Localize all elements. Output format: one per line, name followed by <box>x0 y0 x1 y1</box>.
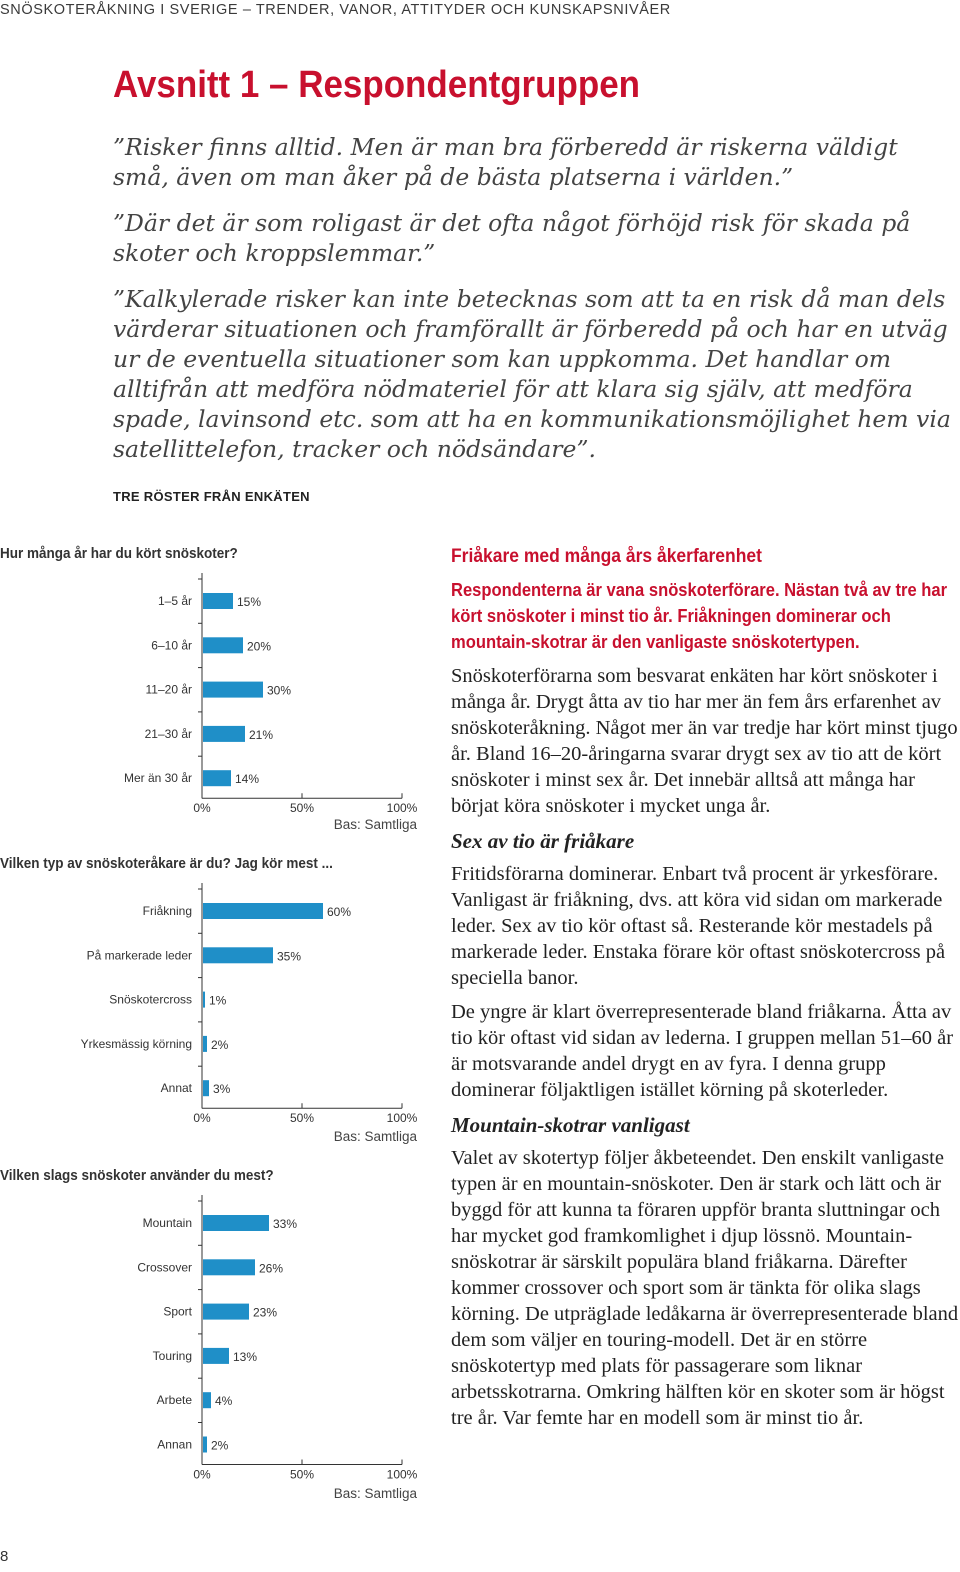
chart-value-label: 21% <box>249 727 274 742</box>
chart-category-label: Arbete <box>156 1393 192 1408</box>
chart-category-label: Friåkning <box>142 904 192 918</box>
chart-bar <box>203 1259 255 1275</box>
chart-snowmobile-type <box>0 1167 430 1507</box>
chart-value-label: 20% <box>247 639 272 654</box>
chart-category-label: 11–20 år <box>145 682 192 697</box>
chart-base-note: Bas: Samtliga <box>333 1486 417 1501</box>
chart-value-label: 23% <box>253 1305 278 1320</box>
chart-bar <box>203 1215 269 1231</box>
chart-title: Vilken typ av snöskoteråkare är du? Jag kör mest ... <box>0 855 333 872</box>
chart-x-tick-label: 50% <box>289 801 315 816</box>
chart-value-label: 3% <box>213 1082 231 1097</box>
chart-bar <box>203 1304 249 1320</box>
chart-rider-type <box>0 855 430 1147</box>
chart-bar <box>203 1348 229 1364</box>
article-body <box>451 663 960 1431</box>
quote-source-label: TRE RÖSTER FRÅN ENKÄTEN <box>113 489 310 504</box>
chart-category-label: Yrkesmässig körning <box>80 1036 192 1051</box>
article-paragraph: De yngre är klart överrepresenterade bland friåkarna. Åtta av tio kör oftast vid sidan av lederna. I gruppen mellan 51–60 år är motsvarande andel drygt en av fyra. I denna grupp dominerar följaktligen istället körning på skoterleder. <box>451 1001 954 1101</box>
chart-category-label: Mountain <box>142 1216 192 1230</box>
quote: ”Risker finns alltid. Men är man bra förberedd är riskerna väldigt små, även om man åker på de bästa platserna i världen.” <box>113 133 898 191</box>
chart-x-tick-label: 100% <box>386 801 418 816</box>
chart-bar <box>203 1036 207 1052</box>
chart-svg <box>0 855 430 1147</box>
chart-bar <box>203 1080 209 1096</box>
chart-category-label: 1–5 år <box>157 594 192 608</box>
chart-bar <box>203 637 243 653</box>
chart-x-tick-label: 0% <box>193 1467 211 1482</box>
chart-value-label: 15% <box>237 595 262 609</box>
chart-category-label: Crossover <box>137 1260 192 1275</box>
chart-title: Vilken slags snöskoter använder du mest? <box>0 1167 274 1184</box>
chart-category-label: Touring <box>152 1348 192 1363</box>
chart-svg <box>0 545 430 835</box>
article-subheading: Mountain-skotrar vanligast <box>451 1113 690 1137</box>
article-heading: Friåkare med många års åkerfarenhet <box>451 546 762 567</box>
chart-value-label: 33% <box>273 1217 298 1231</box>
chart-category-label: På markerade leder <box>86 948 192 963</box>
section-title: Avsnitt 1 – Respondentgruppen <box>113 64 641 106</box>
chart-years-driving <box>0 545 430 835</box>
article-paragraph: Fritidsförarna dominerar. Enbart två procent är yrkesförare. Vanligast är friåkning, dvs. att köra vid sidan om markerade leder. Sex av tio kör oftast så. Resterande kör mestadels på markerade leder. Enstaka förare kör oftast snöskotercross på speciella banor. <box>451 863 946 989</box>
chart-value-label: 4% <box>215 1394 233 1409</box>
chart-bar <box>203 903 323 919</box>
chart-value-label: 35% <box>277 949 302 964</box>
article-paragraph: Valet av skotertyp följer åkbeteendet. Den enskilt vanligaste typen är en mountain-snöskoter. Den är stark och lätt och är byggd för att kunna ta föraren uppför branta sluttningar och har mycket god framkomlighet i djup lössnö. Mountain-snöskotrar är särskilt populära bland friåkarna. Därefter kommer crossover och sport som är tänkta för olika slags körning. De utpräglade ledåkarna är överrepresenterade bland dem som väljer en touring-modell. Det är en större snöskotertyp med plats för passagerare som liknar arbetsskotrarna. Omkring hälften kör en skoter som är högst tre år. Var femte har en modell som är minst tio år. <box>451 1147 959 1429</box>
quote: ”Kalkylerade risker kan inte betecknas som att ta en risk då man dels värderar situationen och framförallt är förberedd på och har en utväg ur de eventuella situationer som kan uppkomma. Det handlar om alltifrån att medföra nödmateriel för att klara sig själv, att medföra spade, lavinsond etc. som att ha en kommunikationsmöjlighet hem via satellittelefon, tracker och nödsändare”. <box>113 285 951 463</box>
chart-title: Hur många år har du kört snöskoter? <box>0 545 238 562</box>
chart-x-tick-label: 100% <box>386 1467 418 1482</box>
quotes-block <box>113 132 958 464</box>
article-subheading: Sex av tio är friåkare <box>451 829 635 853</box>
chart-category-label: Sport <box>163 1304 192 1319</box>
chart-category-label: Annan <box>157 1437 192 1452</box>
chart-bar <box>203 947 273 963</box>
chart-category-label: Mer än 30 år <box>123 771 192 786</box>
chart-category-label: Snöskotercross <box>109 992 192 1007</box>
article-lead: Respondenterna är vana snöskoterförare. Nästan två av tre har kört snöskoter i minst tio år. Friåkningen dominerar och mountain-skotrar är den vanligaste snöskotertypen. <box>451 580 948 652</box>
article-paragraph: Snöskoterförarna som besvarat enkäten har kört snöskoter i många år. Drygt åtta av tio har mer än fem års erfarenhet av snöskoteråkning. Något mer än var tredje har kört minst tjugo år. Bland 16–20-åringarna svarar drygt sex av tio att de kört snöskoter i minst sex år. Det innebär alltså att många har börjat köra snöskoter i mycket unga år. <box>451 665 958 817</box>
chart-base-note: Bas: Samtliga <box>333 817 417 832</box>
chart-value-label: 14% <box>235 772 260 787</box>
chart-svg <box>0 1167 430 1507</box>
chart-x-tick-label: 0% <box>193 801 211 816</box>
chart-bar <box>203 682 263 698</box>
chart-value-label: 26% <box>259 1261 284 1276</box>
chart-value-label: 2% <box>211 1438 229 1453</box>
chart-value-label: 13% <box>233 1349 258 1364</box>
chart-bar <box>203 593 233 609</box>
chart-bar <box>203 770 231 786</box>
chart-x-tick-label: 50% <box>289 1111 315 1126</box>
running-head: SNÖSKOTERÅKNING I SVERIGE – TRENDER, VANOR, ATTITYDER OCH KUNSKAPSNIVÅER <box>0 2 671 18</box>
article <box>451 543 960 1439</box>
chart-value-label: 30% <box>267 683 292 698</box>
chart-value-label: 1% <box>209 993 227 1008</box>
quote: ”Där det är som roligast är det ofta något förhöjd risk för skada på skoter och kroppslemmar.” <box>113 209 911 267</box>
chart-category-label: 6–10 år <box>151 638 192 653</box>
chart-x-tick-label: 100% <box>386 1111 418 1126</box>
chart-bar <box>203 726 245 742</box>
chart-x-tick-label: 50% <box>289 1467 315 1482</box>
chart-bar <box>203 1392 211 1408</box>
chart-category-label: 21–30 år <box>144 726 192 741</box>
chart-bar <box>203 992 205 1008</box>
chart-bar <box>203 1437 207 1453</box>
chart-x-tick-label: 0% <box>193 1111 211 1126</box>
chart-base-note: Bas: Samtliga <box>333 1129 417 1144</box>
chart-value-label: 60% <box>327 905 352 919</box>
chart-category-label: Annat <box>160 1081 192 1096</box>
page-number: 8 <box>0 1548 9 1565</box>
chart-value-label: 2% <box>211 1037 229 1052</box>
